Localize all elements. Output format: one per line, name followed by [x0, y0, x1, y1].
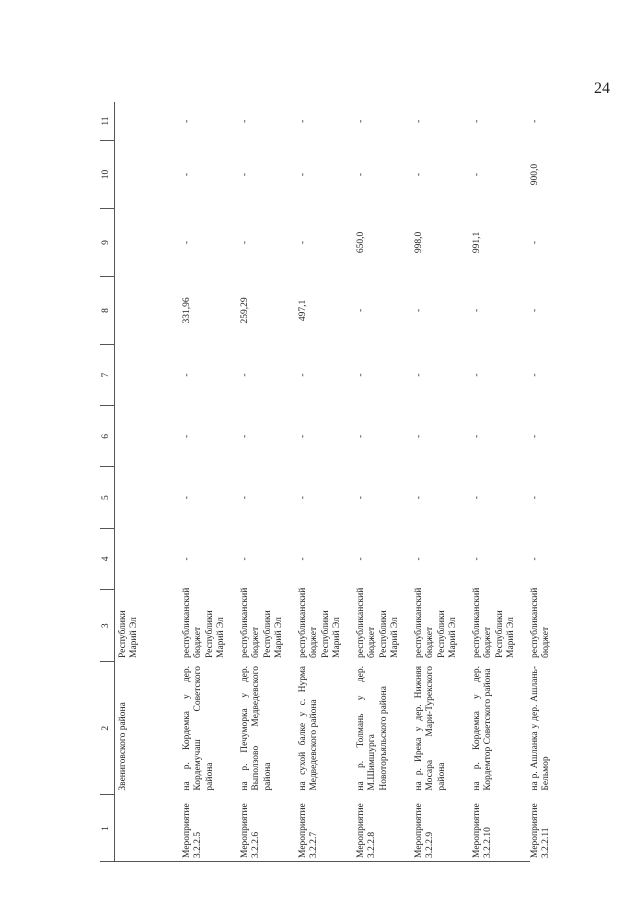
value-col-5-cell: - [182, 496, 192, 500]
funding-source-cell: республиканский бюджет Республики Марий Эл [414, 587, 459, 658]
value-col-4-cell: - [298, 557, 308, 561]
value-col-8-cell: 497,1 [298, 299, 308, 322]
value-col-4-cell: - [472, 557, 482, 561]
location-cell: на р. Печуморка у дер. Выползово Медведевского района [240, 665, 273, 791]
header-col-6: 6 [100, 406, 115, 467]
header-col-4: 4 [100, 528, 115, 589]
value-col-9-cell: 991,1 [472, 231, 482, 254]
value-col-10-cell: - [298, 172, 308, 177]
value-col-5-cell: - [356, 496, 366, 500]
value-col-4-cell: - [182, 557, 192, 561]
value-col-6-cell: - [298, 434, 308, 438]
value-col-6-cell: - [240, 434, 250, 438]
value-col-9-cell: 650,0 [356, 231, 366, 254]
value-col-11-cell: - [240, 119, 250, 123]
value-col-4-cell: - [356, 557, 366, 561]
table-row [295, 102, 353, 862]
rotated-table-container [100, 102, 552, 862]
measure-id-cell: Мероприятие 3.2.2.8 [356, 803, 378, 858]
value-col-8-cell: 331,96 [182, 297, 192, 324]
value-col-7-cell: - [472, 373, 482, 377]
value-col-4-cell: - [530, 557, 540, 561]
value-col-9-cell: - [298, 240, 308, 245]
value-col-9-cell: 998,0 [414, 231, 424, 254]
header-col-11: 11 [100, 102, 115, 141]
value-col-7-cell [115, 344, 180, 405]
value-col-11-cell [115, 102, 180, 141]
funding-source-cell: республиканский бюджет Республики Марий Эл [240, 587, 285, 658]
location-cell: на сухой балке у с. Нурма Медведевского района [298, 665, 320, 791]
value-col-7-cell: - [182, 373, 192, 377]
value-col-11-cell: - [182, 119, 192, 123]
value-col-8-cell: - [356, 308, 366, 313]
value-col-7-cell: - [356, 373, 366, 377]
value-col-9-cell [115, 209, 180, 277]
location-cell: на р. Кордемка у дер. Кордемучаш Советского района [182, 665, 215, 791]
value-col-5-cell: - [240, 496, 250, 500]
value-col-6-cell: - [182, 434, 192, 438]
value-col-9-cell: - [240, 240, 250, 245]
header-col-8: 8 [100, 276, 115, 344]
value-col-11-cell: - [356, 119, 366, 123]
value-col-6-cell: - [472, 434, 482, 438]
value-col-5-cell: - [414, 496, 424, 500]
value-col-6-cell [115, 406, 180, 467]
value-col-10-cell: 900,0 [530, 163, 540, 186]
measure-id-cell: Мероприятие 3.2.2.5 [182, 803, 204, 858]
program-table [100, 102, 573, 862]
value-col-4-cell: - [240, 557, 250, 561]
table-row [527, 102, 573, 862]
funding-source-cell: Республики Марий Эл [118, 610, 140, 658]
value-col-7-cell: - [240, 373, 250, 377]
page-number: 24 [594, 80, 610, 97]
value-col-5-cell: - [530, 496, 540, 500]
value-col-11-cell: - [298, 119, 308, 123]
header-col-5: 5 [100, 467, 115, 528]
location-cell: на р. Толмань у дер. М.Шимшурга Новоторъяльского района [356, 665, 389, 791]
value-col-6-cell: - [530, 434, 540, 438]
table-row [353, 102, 411, 862]
value-col-6-cell: - [414, 434, 424, 438]
value-col-7-cell: - [530, 373, 540, 377]
table-row [179, 102, 237, 862]
value-col-8-cell: 259,29 [240, 297, 250, 324]
value-col-11-cell: - [530, 119, 540, 123]
value-col-5-cell: - [298, 496, 308, 500]
location-cell: на р. Ашланка у дер. Ашлань-Бельмор [530, 665, 552, 791]
measure-id-cell: Мероприятие 3.2.2.10 [472, 803, 494, 858]
value-col-9-cell: - [530, 240, 540, 245]
value-col-7-cell: - [414, 373, 424, 377]
value-col-9-cell: - [182, 240, 192, 245]
table-row [411, 102, 469, 862]
header-col-10: 10 [100, 141, 115, 209]
location-cell: на р. Кордемка у дер. Кордемтор Советского района [472, 665, 494, 791]
value-col-5-cell: - [472, 496, 482, 500]
value-col-7-cell: - [298, 373, 308, 377]
value-col-6-cell: - [356, 434, 366, 438]
value-col-8-cell: - [414, 308, 424, 313]
location-cell: Звениговского района [118, 702, 128, 791]
value-col-10-cell: - [240, 172, 250, 177]
value-col-4-cell: - [414, 557, 424, 561]
left-table-border [100, 861, 530, 862]
funding-source-cell: республиканский бюджет Республики Марий Эл [182, 587, 227, 658]
header-col-3: 3 [100, 590, 115, 662]
value-col-10-cell [115, 141, 180, 209]
value-col-8-cell: - [530, 308, 540, 313]
header-col-2: 2 [100, 662, 115, 795]
measure-id-cell: Мероприятие 3.2.2.7 [298, 803, 320, 858]
measure-id-cell: Мероприятие 3.2.2.9 [414, 803, 436, 858]
funding-source-cell: республиканский бюджет Республики Марий Эл [472, 587, 517, 658]
value-col-8-cell [115, 276, 180, 344]
value-col-5-cell [115, 467, 180, 528]
measure-id-cell: Мероприятие 3.2.2.11 [530, 803, 552, 858]
table-row [469, 102, 527, 862]
header-col-7: 7 [100, 344, 115, 405]
value-col-10-cell: - [414, 172, 424, 177]
value-col-11-cell: - [414, 119, 424, 123]
measure-id-cell: Мероприятие 3.2.2.6 [240, 803, 262, 858]
table-header-row [100, 102, 115, 862]
value-col-10-cell: - [472, 172, 482, 177]
measure-id-cell [115, 795, 180, 862]
table-row [237, 102, 295, 862]
funding-source-cell: республиканский бюджет Республики Марий Эл [356, 587, 401, 658]
value-col-10-cell: - [182, 172, 192, 177]
header-col-9: 9 [100, 209, 115, 277]
header-col-1: 1 [100, 795, 115, 862]
value-col-8-cell: - [472, 308, 482, 313]
value-col-11-cell: - [472, 119, 482, 123]
value-col-4-cell [115, 528, 180, 589]
table-row [115, 102, 180, 862]
location-cell: на р. Ирека у дер. Нижняя Мосара Мари-Турекского района [414, 665, 447, 791]
value-col-10-cell: - [356, 172, 366, 177]
funding-source-cell: республиканский бюджет Республики Марий Эл [298, 587, 343, 658]
funding-source-cell: республиканский бюджет [530, 587, 552, 658]
